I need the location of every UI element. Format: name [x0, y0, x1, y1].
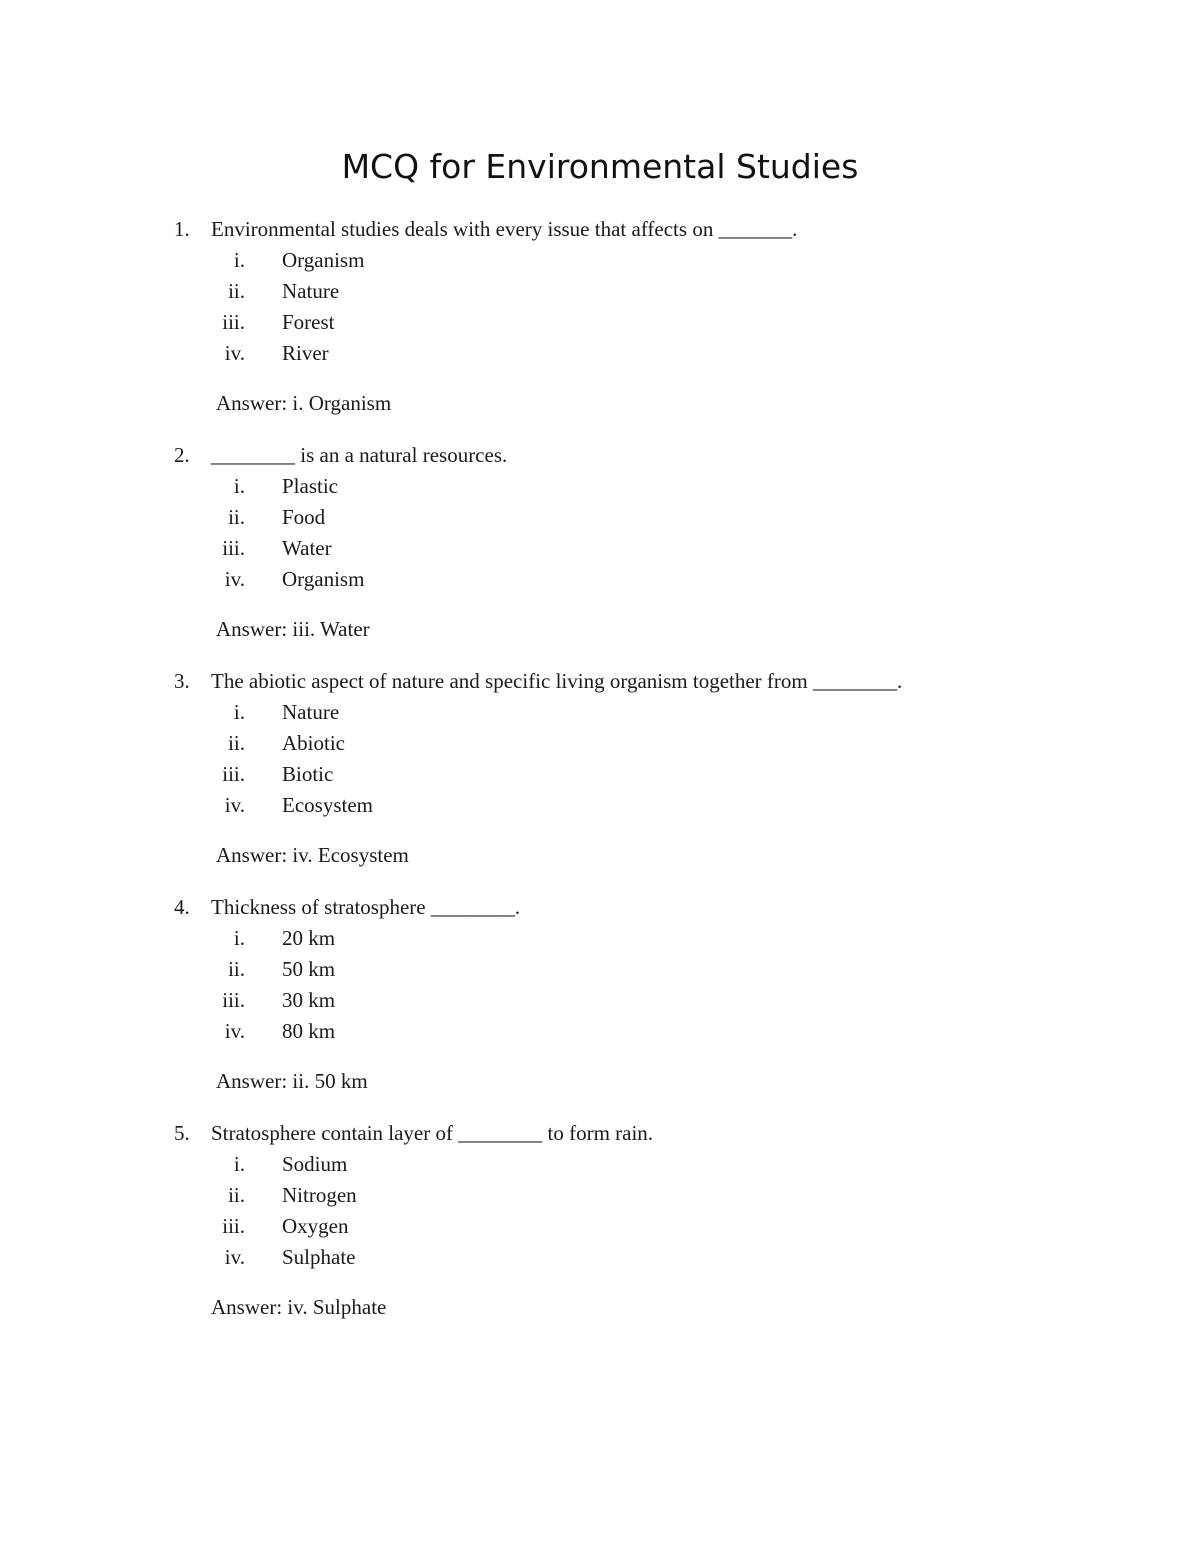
option-numeral: i. [233, 474, 245, 498]
option-text: Nature [282, 700, 340, 724]
answer-line [0, 840, 1200, 871]
option-numeral: i. [233, 926, 245, 950]
option-item [0, 1242, 1200, 1273]
answer-text: Answer: iii. Water [216, 617, 370, 641]
option-item [0, 1016, 1200, 1047]
option-numeral: i. [233, 700, 245, 724]
option-item [0, 697, 1200, 728]
option-numeral: ii. [228, 1183, 245, 1207]
option-numeral: ii. [228, 279, 245, 303]
question-text: ________ is an a natural resources. [211, 443, 508, 467]
question-text: The abiotic aspect of nature and specific living organism together from ________. [211, 669, 903, 693]
option-text: Abiotic [282, 731, 345, 755]
question-stem [0, 666, 1200, 697]
option-text: Sodium [282, 1152, 348, 1176]
question-5 [0, 1118, 1200, 1323]
option-numeral: iii. [222, 1214, 245, 1238]
option-list [0, 245, 1200, 369]
option-text: Ecosystem [282, 793, 373, 817]
option-item [0, 502, 1200, 533]
option-item [0, 245, 1200, 276]
question-3 [0, 666, 1200, 871]
option-item [0, 954, 1200, 985]
option-list [0, 1149, 1200, 1273]
option-item [0, 1180, 1200, 1211]
option-numeral: iii. [222, 310, 245, 334]
option-numeral: iii. [222, 988, 245, 1012]
answer-text: Answer: ii. 50 km [216, 1069, 368, 1093]
option-item [0, 1149, 1200, 1180]
question-4 [0, 892, 1200, 1097]
option-item [0, 759, 1200, 790]
answer-text: Answer: iv. Sulphate [211, 1295, 387, 1319]
option-numeral: i. [233, 1152, 245, 1176]
option-text: 50 km [282, 957, 336, 981]
option-item [0, 307, 1200, 338]
question-number: 2. [174, 443, 190, 467]
option-numeral: iv. [224, 567, 245, 591]
option-item [0, 923, 1200, 954]
option-item [0, 533, 1200, 564]
question-number: 5. [174, 1121, 190, 1145]
option-text: 20 km [282, 926, 336, 950]
question-number: 4. [174, 895, 190, 919]
answer-line [0, 388, 1200, 419]
option-item [0, 564, 1200, 595]
answer-text: Answer: iv. Ecosystem [216, 843, 409, 867]
option-item [0, 1211, 1200, 1242]
option-numeral: ii. [228, 731, 245, 755]
option-numeral: iii. [222, 536, 245, 560]
question-stem [0, 1118, 1200, 1149]
option-numeral: i. [233, 248, 245, 272]
option-numeral: iii. [222, 762, 245, 786]
question-text: Thickness of stratosphere ________. [211, 895, 521, 919]
question-stem [0, 214, 1200, 245]
option-text: 80 km [282, 1019, 336, 1043]
question-1 [0, 214, 1200, 419]
option-text: Organism [282, 567, 365, 591]
option-text: Plastic [282, 474, 338, 498]
answer-line [0, 1292, 1200, 1323]
option-text: Food [282, 505, 326, 529]
option-text: Forest [282, 310, 335, 334]
question-2 [0, 440, 1200, 645]
option-numeral: iv. [224, 1019, 245, 1043]
option-text: Biotic [282, 762, 334, 786]
option-item [0, 471, 1200, 502]
option-list [0, 471, 1200, 595]
option-text: Nitrogen [282, 1183, 357, 1207]
option-item [0, 985, 1200, 1016]
option-text: Nature [282, 279, 340, 303]
question-text: Environmental studies deals with every issue that affects on _______. [211, 217, 798, 241]
question-number: 1. [174, 217, 190, 241]
answer-line [0, 614, 1200, 645]
question-text: Stratosphere contain layer of ________ to form rain. [211, 1121, 654, 1145]
question-stem [0, 440, 1200, 471]
option-numeral: iv. [224, 1245, 245, 1269]
option-text: Organism [282, 248, 365, 272]
option-item [0, 276, 1200, 307]
answer-line [0, 1066, 1200, 1097]
option-item [0, 790, 1200, 821]
option-text: 30 km [282, 988, 336, 1012]
option-text: Sulphate [282, 1245, 356, 1269]
option-item [0, 728, 1200, 759]
option-numeral: iv. [224, 341, 245, 365]
option-text: River [282, 341, 329, 365]
option-numeral: ii. [228, 505, 245, 529]
question-stem [0, 892, 1200, 923]
option-list [0, 923, 1200, 1047]
question-number: 3. [174, 669, 190, 693]
option-item [0, 338, 1200, 369]
option-numeral: ii. [228, 957, 245, 981]
answer-text: Answer: i. Organism [216, 391, 392, 415]
option-list [0, 697, 1200, 821]
option-text: Water [282, 536, 332, 560]
option-text: Oxygen [282, 1214, 349, 1238]
page-title: MCQ for Environmental Studies [341, 147, 859, 186]
option-numeral: iv. [224, 793, 245, 817]
